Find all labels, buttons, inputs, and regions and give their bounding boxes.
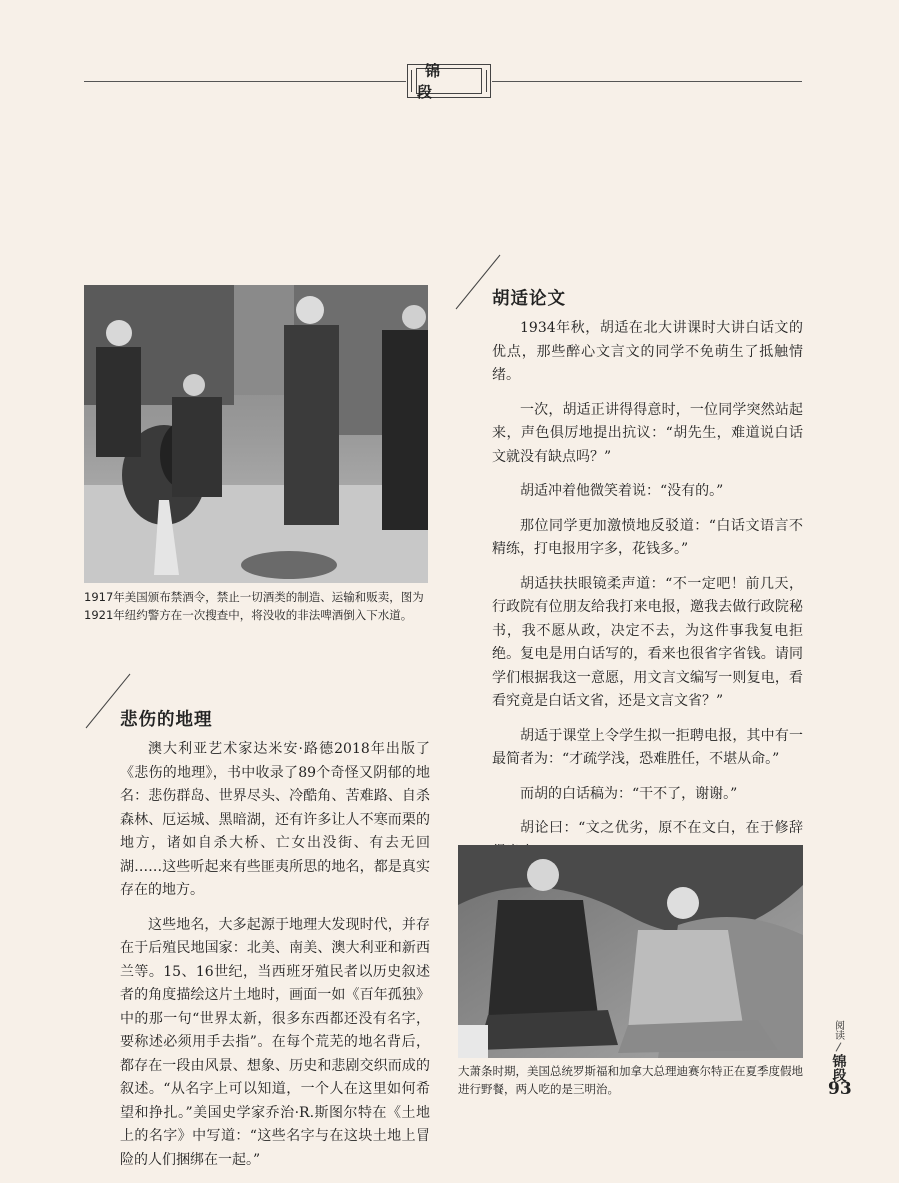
paragraph: 胡论曰：“文之优劣，原不在文白，在于修辞: [520, 820, 803, 836]
header-rule-left: [84, 81, 406, 82]
paragraph: 胡适扶扶眼镜柔声道：“不一定吧！前几天，行政院有位朋友给我打来电报，邀我去做行政院秘书，我不愿从政，决定不去，为这件事我复电拒绝。复电是用白话写的，看来也很省字省钱。请同学们根据我这一意愿，用文言文编写一则复电，看看究竟是白话文省，还是文言文省？”: [492, 575, 803, 709]
paragraph: 而胡的白话稿为：“干不了，谢谢。”: [520, 785, 738, 802]
paragraph: 胡适冲着他微笑着说：“没有的。”: [520, 483, 724, 499]
prohibition-photo: [84, 285, 428, 583]
magazine-title: 锦 段: [416, 68, 482, 94]
paragraph: 胡适于课堂上令学生拟一拒聘电报，其中有一最简者为：“才疏学浅，恐难胜任，不堪从命。”: [492, 727, 803, 767]
header-rule-right: [492, 81, 802, 82]
section-body-hushi: [492, 317, 803, 875]
paragraph: 澳大利亚艺术家达米安·路德2018年出版了《悲伤的地理》，书中收录了89个奇怪又阴郁的地名：悲伤群岛、世界尽头、冷酷角、苦难路、自杀森林、厄运城、黑暗湖，还有许多让人不寒而栗的地方，诸如自杀大桥、亡女出没街、有去无回湖……这些听起来有些匪夷所思的地名，都是真实存在的地方。: [120, 741, 430, 898]
section-title-geography: 悲伤的地理: [120, 710, 213, 730]
prohibition-photo-caption: 1917年美国颁布禁酒令，禁止一切酒类的制造、运输和贩卖，图为1921年纽约警方在一次搜查中，将没收的非法啤酒倒入下水道。: [84, 590, 424, 622]
side-tag-small: 阅读: [832, 1020, 844, 1040]
paragraph: 一次，胡适正讲得得意时，一位同学突然站起来，声色俱厉地提出抗议：“胡先生，难道说白话文就没有缺点吗？”: [492, 401, 803, 465]
section-side-tag: [830, 1020, 846, 1082]
header-emblem: [407, 62, 491, 101]
side-tag-big: 锦段: [830, 1054, 847, 1082]
section-title-hushi: 胡适论文: [492, 289, 566, 309]
section-body-geography: [120, 738, 430, 1183]
paragraph: 那位同学更加激愤地反驳道：“白话文语言不精练，打电报用字多，花钱多。”: [492, 517, 803, 557]
picnic-photo: [458, 845, 803, 1058]
paragraph: 1934年秋，胡适在北大讲课时大讲白话文的优点，那些醉心文言文的同学不免萌生了抵触情绪。: [492, 320, 803, 383]
picnic-photo-caption: 大萧条时期，美国总统罗斯福和加拿大总理迪赛尔特正在夏季度假地进行野餐，两人吃的是三明治。: [458, 1064, 803, 1096]
page-number: 93: [828, 1079, 852, 1099]
paragraph: 这些地名，大多起源于地理大发现时代，并存在于后殖民地国家：北美、南美、澳大利亚和新西兰等。15、16世纪，当西班牙殖民者以历史叙述者的角度描绘这片土地时，画面一如《百年孤独》中的那一句“世界太新，很多东西都还没有名字，要称述必须用手去指”。在每个荒芜的地名背后，都存在一段由风景、想象、历史和悲剧交织而成的叙述。“从名字上可以知道，一个人在这里如何希望和挣扎。”美国史学家乔治·R.斯图尔特在《土地上的名字》中写道：“这些名字与在这块土地上冒险的人们捆绑在一起。”: [120, 916, 430, 1168]
side-tag-separator: [835, 1042, 841, 1051]
